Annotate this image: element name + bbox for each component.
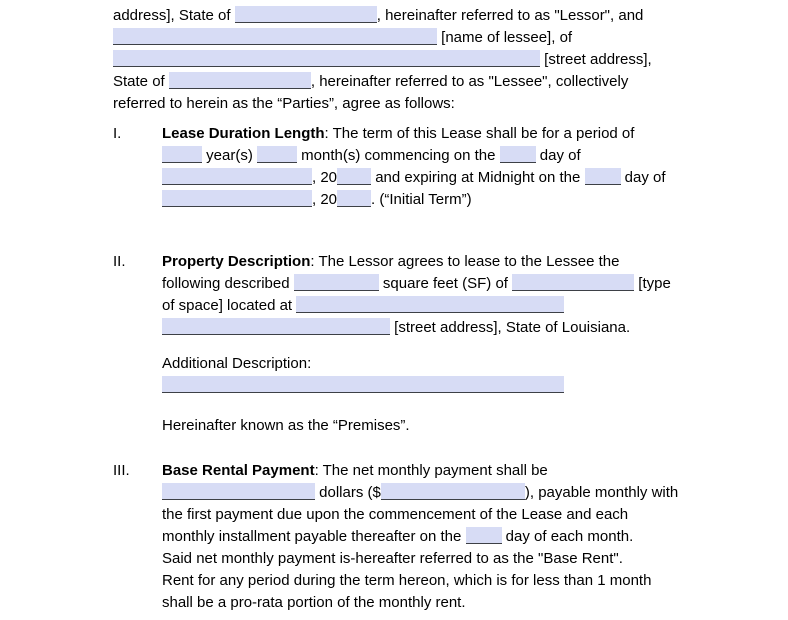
- form-field-blank[interactable]: [162, 483, 315, 500]
- intro-paragraph-lines: [113, 5, 758, 115]
- text-line: [113, 71, 758, 93]
- text-run: square feet (SF) of: [378, 275, 513, 292]
- text-run: , hereinafter referred to as "Lessor", and: [376, 7, 644, 24]
- text-line: [162, 273, 758, 295]
- text-line: [162, 295, 758, 317]
- text-run: Said net monthly payment is-hereafter referred to as the "Base Rent".: [162, 550, 623, 567]
- text-line: [162, 189, 758, 211]
- text-run: [street address],: [540, 51, 652, 68]
- form-field-blank[interactable]: [162, 146, 202, 163]
- form-field-blank[interactable]: [162, 318, 390, 335]
- text-line: [162, 123, 758, 145]
- text-run: of space] located at: [162, 297, 297, 314]
- text-run: , hereinafter referred to as "Lessee", collectively: [310, 73, 629, 90]
- form-field-blank[interactable]: [113, 50, 540, 67]
- text-run: State of: [113, 73, 169, 90]
- text-line: [162, 353, 758, 375]
- text-run: [name of lessee], of: [437, 29, 573, 46]
- text-run: day of each month.: [501, 528, 634, 545]
- text-line: [162, 460, 758, 482]
- premises-note-lines: [162, 415, 758, 437]
- form-field-blank[interactable]: [512, 274, 634, 291]
- form-field-blank[interactable]: [169, 72, 311, 89]
- form-field-blank[interactable]: [500, 146, 536, 163]
- text-run: day of: [620, 169, 666, 186]
- form-field-blank[interactable]: [337, 190, 371, 207]
- text-line: [162, 167, 758, 189]
- text-line: [113, 5, 758, 27]
- text-line: [162, 317, 758, 339]
- text-run: following described: [162, 275, 294, 292]
- section-lease-duration-numeral: I.: [113, 125, 122, 142]
- form-field-blank[interactable]: [337, 168, 371, 185]
- text-run: [street address], State of Louisiana.: [390, 319, 631, 336]
- text-run: [type: [634, 275, 671, 292]
- text-line: [162, 526, 758, 548]
- document-body: [113, 5, 758, 614]
- form-field-blank[interactable]: [296, 296, 564, 313]
- text-line: [113, 93, 758, 115]
- text-run: Hereinafter known as the “Premises”.: [162, 417, 410, 434]
- text-run: Additional Description:: [162, 355, 312, 372]
- text-run: address], State of: [113, 7, 235, 24]
- text-run: and expiring at Midnight on the: [371, 169, 585, 186]
- text-line: [113, 49, 758, 71]
- section-title: Lease Duration Length: [162, 125, 325, 142]
- text-line: [162, 504, 758, 526]
- text-line: [162, 415, 758, 437]
- section-property-description-lines: [162, 251, 758, 339]
- text-line: [162, 548, 758, 570]
- text-run: month(s) commencing on the: [297, 147, 500, 164]
- section-title: Property Description: [162, 253, 311, 270]
- text-run: monthly installment payable thereafter on the: [162, 528, 466, 545]
- text-run: : The term of this Lease shall be for a period of: [324, 125, 635, 142]
- text-run: year(s): [202, 147, 258, 164]
- section-lease-duration-lines: [162, 123, 758, 211]
- section-base-rental-payment: [113, 460, 758, 614]
- text-run: , 20: [312, 191, 338, 208]
- form-field-blank[interactable]: [162, 168, 312, 185]
- text-line: [162, 375, 758, 397]
- section-lease-duration: [113, 123, 758, 211]
- text-line: [162, 570, 758, 592]
- section-title: Base Rental Payment: [162, 462, 315, 479]
- premises-note: [162, 415, 758, 437]
- additional-description: [162, 353, 758, 397]
- text-line: [162, 251, 758, 273]
- text-run: , 20: [312, 169, 338, 186]
- section-base-rental-payment-numeral: III.: [113, 462, 130, 479]
- form-field-blank[interactable]: [257, 146, 297, 163]
- form-field-blank[interactable]: [113, 28, 437, 45]
- text-line: [162, 592, 758, 614]
- form-field-blank[interactable]: [585, 168, 621, 185]
- text-run: day of: [535, 147, 581, 164]
- text-run: : The net monthly payment shall be: [314, 462, 548, 479]
- section-property-description-numeral: II.: [113, 253, 126, 270]
- text-line: [113, 27, 758, 49]
- text-line: [162, 482, 758, 504]
- text-run: referred to herein as the “Parties”, agree as follows:: [113, 95, 455, 112]
- form-field-blank[interactable]: [294, 274, 379, 291]
- form-field-blank[interactable]: [162, 376, 564, 393]
- intro-paragraph: [113, 5, 758, 115]
- section-property-description: [113, 251, 758, 339]
- text-run: : The Lessor agrees to lease to the Lessee the: [310, 253, 620, 270]
- text-run: shall be a pro-rata portion of the monthly rent.: [162, 594, 466, 611]
- form-field-blank[interactable]: [381, 483, 525, 500]
- text-run: Rent for any period during the term hereon, which is for less than 1 month: [162, 572, 652, 589]
- text-run: ), payable monthly with: [524, 484, 679, 501]
- text-run: dollars ($: [315, 484, 381, 501]
- text-line: [162, 145, 758, 167]
- text-run: the first payment due upon the commencement of the Lease and each: [162, 506, 629, 523]
- form-field-blank[interactable]: [162, 190, 312, 207]
- section-base-rental-payment-lines: [162, 460, 758, 614]
- additional-description-lines: [162, 353, 758, 397]
- form-field-blank[interactable]: [466, 527, 502, 544]
- form-field-blank[interactable]: [235, 6, 377, 23]
- text-run: . (“Initial Term”): [371, 191, 472, 208]
